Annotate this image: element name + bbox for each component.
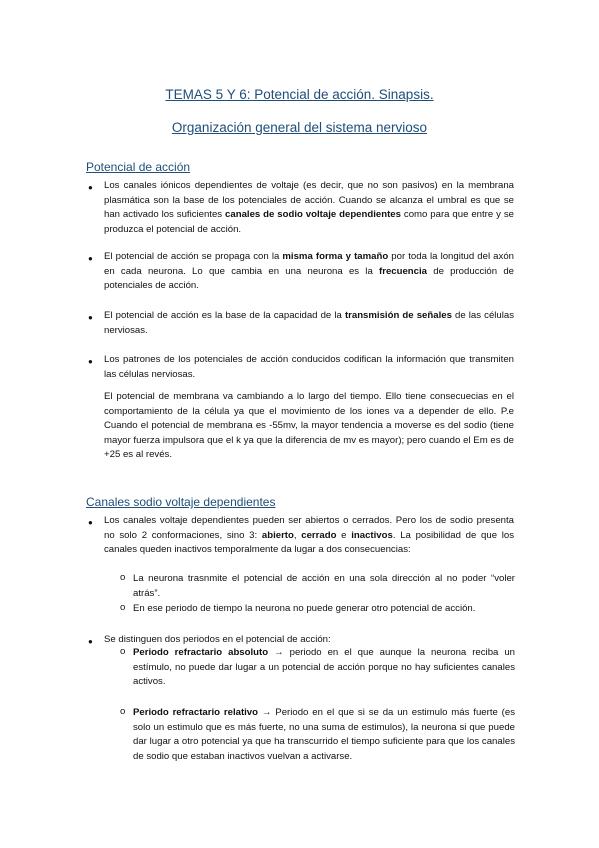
sub-item-periodo: En ese periodo de tiempo la neurona no puede generar otro potencial de acción. <box>133 603 476 614</box>
paragraph-patrones: Los patrones de los potenciales de acción conducidos codifican la información que transmiten las células nerviosas. <box>104 354 514 380</box>
bullet-marker: ● <box>88 357 93 366</box>
paragraph-potencial-membrana: El potencial de membrana va cambiando a lo largo del tiempo. Ello tiene consecuecias en el comportamiento de la célula ya que el movimiento de los iones va a depender de ello. P.e Cuando el potencial de membrana es -55mv, la mayor tendencia a moverse es del sodio (tiene mayor fuerza impulsora que el k ya que la diferencia de mv es mayor); pero cuando el Em es de +25 es al revés. <box>104 391 514 461</box>
sub-bullet-marker: o <box>120 572 126 583</box>
paragraph-transmision: El potencial de acción es la base de la capacidad de la transmisión de señales de las células nerviosas. <box>104 310 515 336</box>
sub-bullet-marker: o <box>120 646 126 657</box>
sub-bullet-marker: o <box>120 706 126 717</box>
paragraph-dos-periodos: Se distinguen dos periodos en el potencial de acción: <box>104 634 331 645</box>
bullet-marker: ● <box>88 254 93 263</box>
paragraph-conformaciones: Los canales voltaje dependientes pueden ser abiertos o cerrados. Pero los de sodio presenta no solo 2 conformaciones, sino 3: abierto, cerrado e inactivos. La posibilidad de que los canales queden inactivos temporalmente da lugar a dos consecuencias: <box>104 515 514 556</box>
paragraph-canales-ionicos: Los canales iónicos dependientes de voltaje (es decir, que no son pasivos) en la membrana plasmática son la base de los potenciales de acción. Cuando se alcanza el umbral es que se han activado los suficientes canales de sodio voltaje dependientes como para que entre y se produzca el potencial de acción. <box>104 180 514 235</box>
paragraph-propagacion: El potencial de acción se propaga con la misma forma y tamaño por toda la longitud del axón en cada neurona. Lo que cambia en una neurona es la frecuencia de producción de potenciales de acción. <box>104 251 514 292</box>
document-subtitle: Organización general del sistema nervioso <box>171 120 428 135</box>
sub-bullet-marker: o <box>120 602 126 613</box>
document-title: TEMAS 5 Y 6: Potencial de acción. Sinapsis. <box>165 87 434 102</box>
bullet-marker: ● <box>88 518 93 527</box>
bullet-marker: ● <box>88 637 93 646</box>
bullet-marker: ● <box>88 183 93 192</box>
sub-item-refractario-relativo: Periodo refractario relativo → Periodo en el que si se da un estimulo más fuerte (es solo un estimulo que es más fuerte, no una suma de estimulos), la neurona si que puede dar lugar a otro potencial ya que ha transcurrido el tiempo suficiente para que los canales de sodio que estaban inactivos vuelvan a activarse. <box>133 707 515 762</box>
sub-item-direccion: La neurona trasnmite el potencial de acción en una sola dirección al no poder “voler atrás”. <box>133 573 515 599</box>
section-heading-potencial: Potencial de acción <box>86 160 191 174</box>
sub-item-refractario-absoluto: Periodo refractario absoluto → periodo en el que aunque la neurona reciba un estímulo, no puede dar lugar a un potencial de acción porque no hay suficientes canales activos. <box>133 647 516 688</box>
section-heading-canales-sodio: Canales sodio voltaje dependientes <box>86 495 276 509</box>
bullet-marker: ● <box>88 313 93 322</box>
